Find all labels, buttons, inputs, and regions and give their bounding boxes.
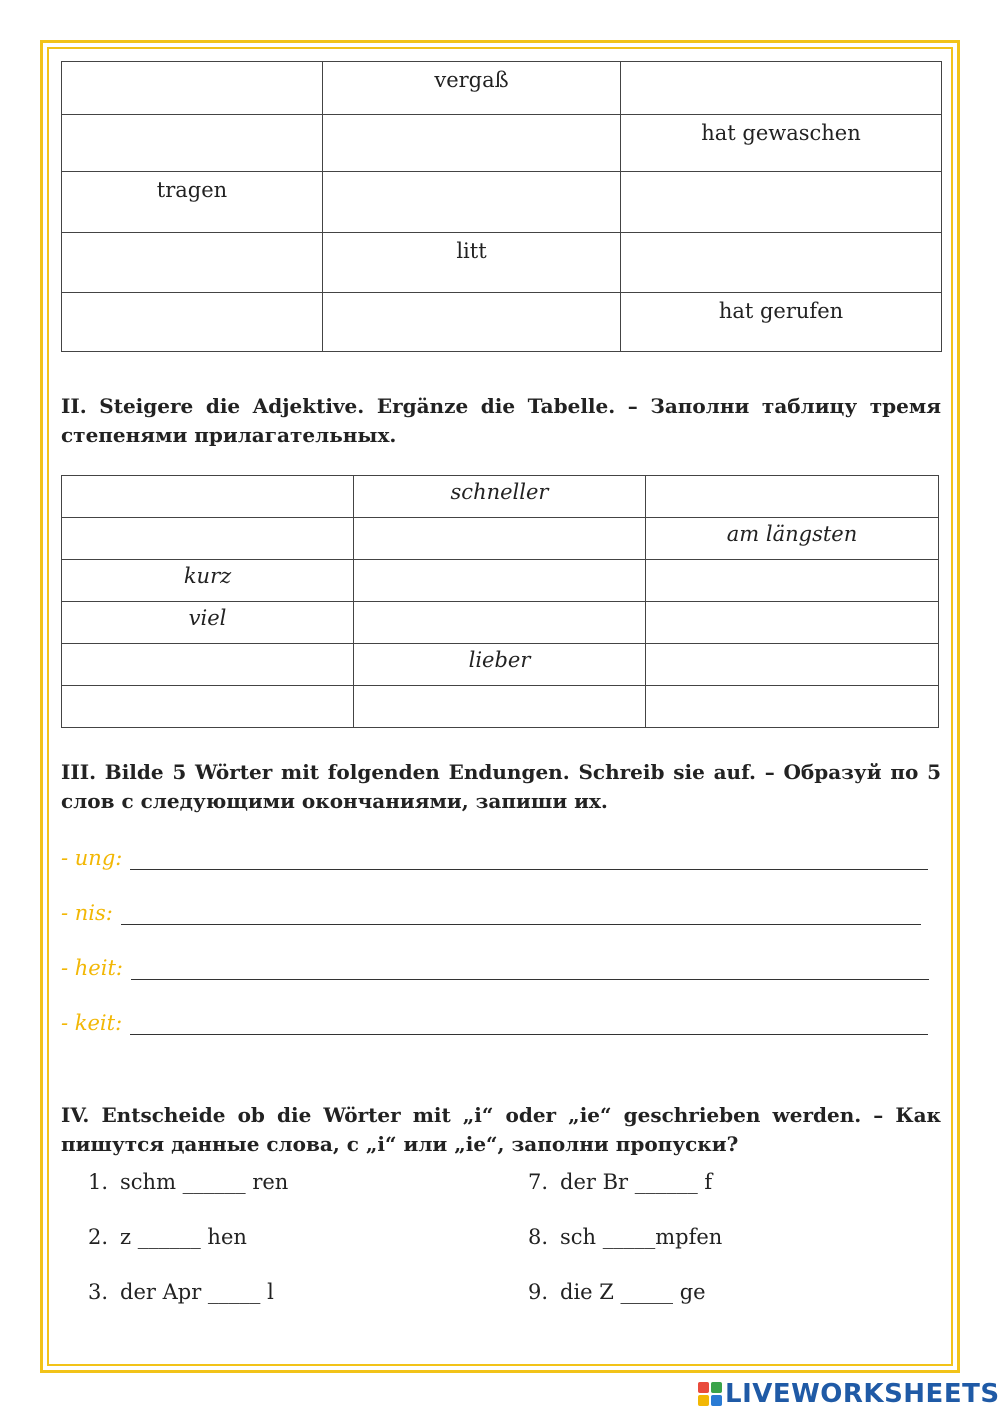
table-cell[interactable] bbox=[354, 686, 646, 728]
ending-row-nis bbox=[61, 895, 921, 925]
ending-label: - heit: bbox=[61, 956, 123, 980]
item-text: die Z _____ ge bbox=[560, 1280, 706, 1304]
table-cell[interactable] bbox=[323, 172, 621, 233]
table-row bbox=[62, 686, 939, 728]
adjective-table bbox=[61, 475, 939, 728]
logo-block bbox=[698, 1382, 709, 1393]
logo-block bbox=[698, 1395, 709, 1406]
table-row bbox=[62, 560, 939, 602]
table-cell[interactable] bbox=[621, 233, 942, 293]
table-cell[interactable] bbox=[62, 518, 354, 560]
item-text: der Apr _____ l bbox=[120, 1280, 274, 1304]
table-cell[interactable] bbox=[62, 115, 323, 172]
answer-line[interactable] bbox=[130, 847, 928, 870]
section-4-heading: IV. Entscheide ob die Wörter mit „i“ oder „ie“ geschrieben werden. – Как пишутся данные слова, с „i“ или „ie“, заполни пропуски? bbox=[61, 1103, 941, 1156]
table-cell[interactable] bbox=[62, 476, 354, 518]
table-cell[interactable] bbox=[646, 476, 939, 518]
section-3-heading: III. Bilde 5 Wörter mit folgenden Endungen. Schreib sie auf. – Образуй по 5 слов с следующими окончаниями, запиши их. bbox=[61, 760, 941, 813]
item-number: 7. bbox=[527, 1170, 548, 1194]
table-row bbox=[62, 518, 939, 560]
table-cell[interactable] bbox=[323, 115, 621, 172]
table-cell: lieber bbox=[354, 644, 646, 686]
table-row bbox=[62, 644, 939, 686]
gap-item[interactable] bbox=[512, 1225, 722, 1249]
answer-line[interactable] bbox=[121, 902, 921, 925]
ending-row-keit bbox=[61, 1005, 928, 1035]
answer-line[interactable] bbox=[131, 957, 929, 980]
table-row bbox=[62, 172, 942, 233]
item-text: der Br ______ f bbox=[560, 1170, 713, 1194]
item-number: 8. bbox=[527, 1225, 548, 1249]
item-text: z ______ hen bbox=[120, 1225, 247, 1249]
ending-row-ung bbox=[61, 840, 928, 870]
gap-item[interactable] bbox=[72, 1170, 288, 1194]
gap-item[interactable] bbox=[72, 1225, 247, 1249]
gap-item[interactable] bbox=[512, 1280, 706, 1304]
ending-label: - nis: bbox=[61, 901, 113, 925]
table-cell: tragen bbox=[62, 172, 323, 233]
table-cell[interactable] bbox=[62, 293, 323, 352]
table-cell[interactable] bbox=[646, 686, 939, 728]
logo-blocks-icon bbox=[698, 1382, 722, 1406]
answer-line[interactable] bbox=[130, 1012, 928, 1035]
item-number: 3. bbox=[87, 1280, 108, 1304]
table-cell[interactable] bbox=[323, 293, 621, 352]
table-cell: hat gerufen bbox=[621, 293, 942, 352]
table-cell[interactable] bbox=[62, 233, 323, 293]
table-cell[interactable] bbox=[646, 644, 939, 686]
table-row bbox=[62, 115, 942, 172]
section-2-heading: II. Steigere die Adjektive. Ergänze die Tabelle. – Заполни таблицу тремя степенями прилагательных. bbox=[61, 394, 941, 447]
ending-label: - keit: bbox=[61, 1011, 123, 1035]
table-cell: schneller bbox=[354, 476, 646, 518]
table-cell[interactable] bbox=[354, 602, 646, 644]
gap-item[interactable] bbox=[512, 1170, 712, 1194]
table-cell: kurz bbox=[62, 560, 354, 602]
logo-block bbox=[711, 1395, 722, 1406]
item-text: sch _____mpfen bbox=[560, 1225, 723, 1249]
table-cell[interactable] bbox=[646, 560, 939, 602]
table-cell[interactable] bbox=[621, 172, 942, 233]
table-cell: am längsten bbox=[646, 518, 939, 560]
table-cell: vergaß bbox=[323, 62, 621, 115]
ending-label: - ung: bbox=[61, 846, 123, 870]
table-row bbox=[62, 293, 942, 352]
item-number: 9. bbox=[527, 1280, 548, 1304]
table-cell: litt bbox=[323, 233, 621, 293]
logo-block bbox=[711, 1382, 722, 1393]
table-cell[interactable] bbox=[354, 560, 646, 602]
table-cell[interactable] bbox=[354, 518, 646, 560]
ending-row-heit bbox=[61, 950, 929, 980]
logo-text: LIVEWORKSHEETS bbox=[725, 1379, 1000, 1409]
table-cell[interactable] bbox=[62, 644, 354, 686]
table-cell: viel bbox=[62, 602, 354, 644]
table-cell[interactable] bbox=[646, 602, 939, 644]
table-row bbox=[62, 62, 942, 115]
table-row bbox=[62, 476, 939, 518]
liveworksheets-logo[interactable] bbox=[698, 1378, 1000, 1410]
verb-forms-table bbox=[61, 61, 942, 352]
table-row bbox=[62, 602, 939, 644]
table-row bbox=[62, 233, 942, 293]
table-cell[interactable] bbox=[62, 62, 323, 115]
item-number: 1. bbox=[87, 1170, 108, 1194]
gap-item[interactable] bbox=[72, 1280, 274, 1304]
table-cell: hat gewaschen bbox=[621, 115, 942, 172]
item-number: 2. bbox=[87, 1225, 108, 1249]
item-text: schm ______ ren bbox=[120, 1170, 289, 1194]
table-cell[interactable] bbox=[621, 62, 942, 115]
table-cell[interactable] bbox=[62, 686, 354, 728]
